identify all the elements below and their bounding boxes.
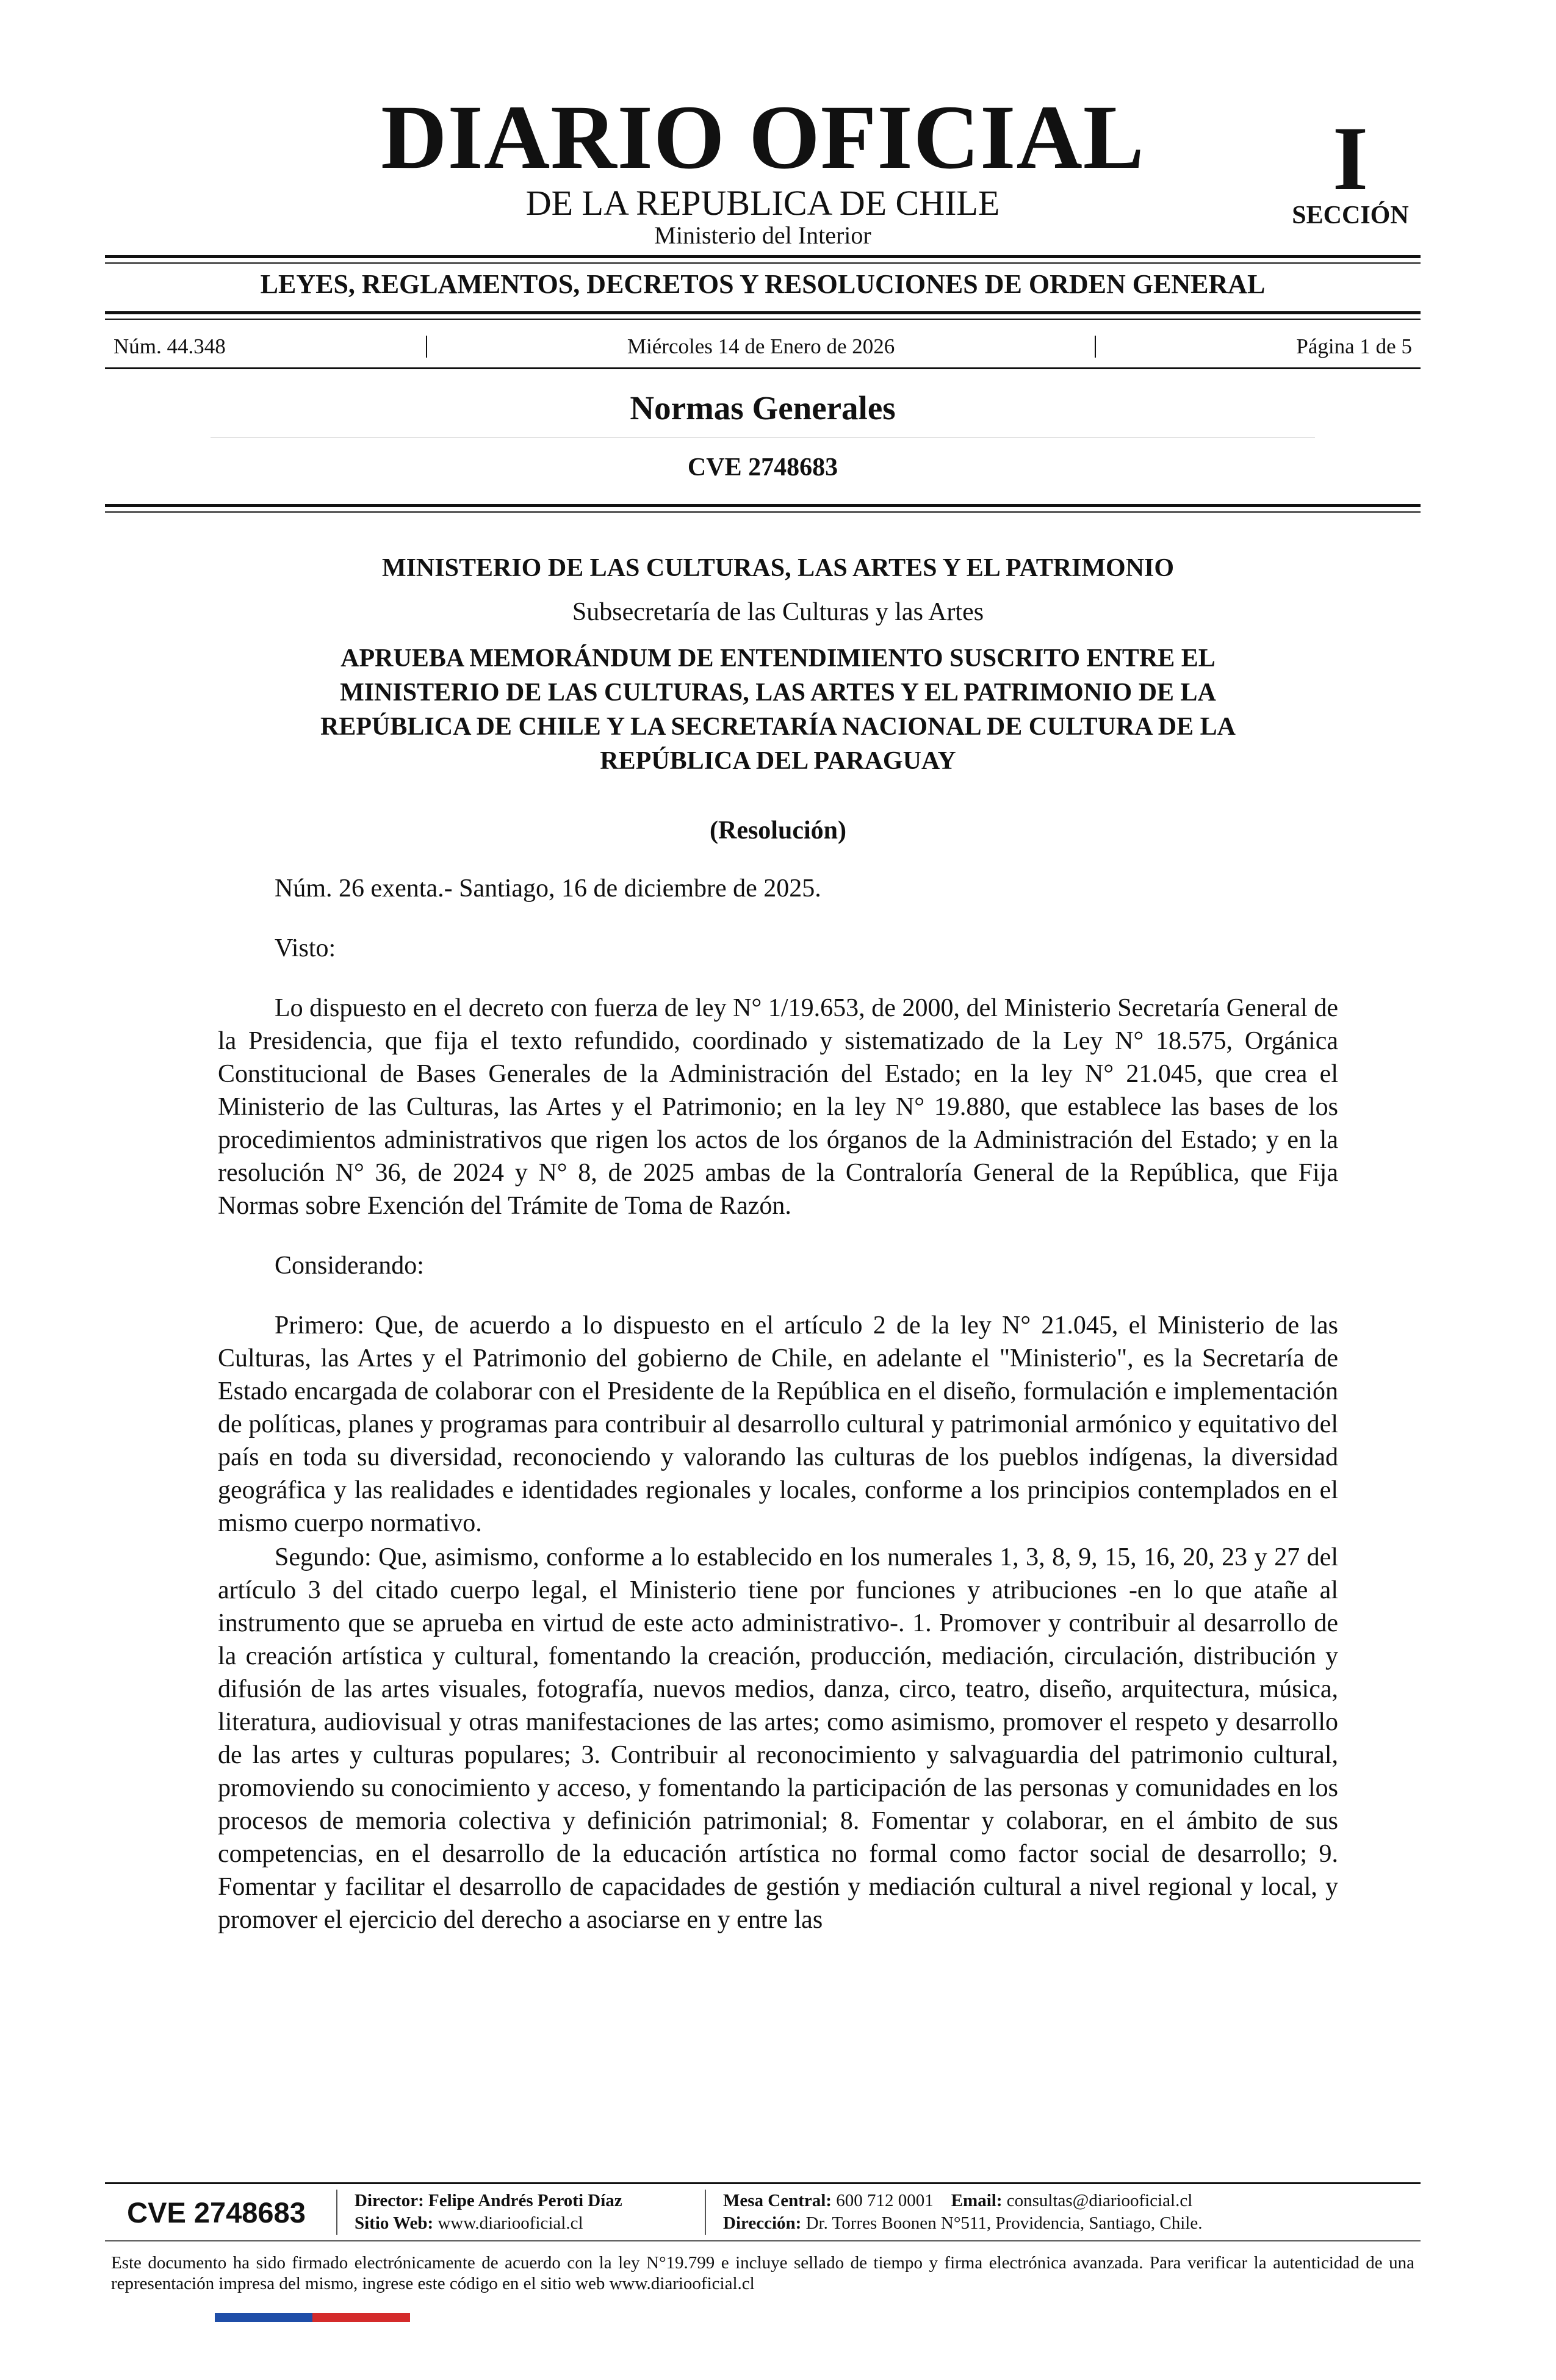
document-title bbox=[218, 641, 1338, 778]
considerando-segundo: Segundo: Que, asimismo, conforme a lo establecido en los numerales 1, 3, 8, 9, 15, 16, 20, 23 y 27 del artículo 3 del citado cuerpo legal, el Ministerio tiene por funciones y atribuciones -en lo que atañe al instrumento que se aprueba en virtud de este acto administrativo-. 1. Promover y contribuir al desarrollo de la creación artística y cultural, fomentando la creación, producción, mediación, circulación, distribución y difusión de las artes visuales, fotografía, nuevos medios, danza, circo, teatro, diseño, arquitectura, música, literatura, audiovisual y otras manifestaciones de las artes; como asimismo, promover el respeto y desarrollo de las artes y culturas populares; 3. Contribuir al reconocimiento y salvaguardia del patrimonio cultural, promoviendo su conocimiento y acceso, y fomentando la participación de las personas y comunidades en los procesos de memoria colectiva y definición patrimonial; 8. Fomentar y colaborar, en el ámbito de sus competencias, en el desarrollo de la educación artística no formal como factor social de desarrollo; 9. Fomentar y facilitar el desarrollo de capacidades de gestión y mediación cultural a nivel regional y local, y promover el ejercicio del derecho a asociarse en y entre las bbox=[218, 1543, 1338, 1934]
verification-notice: Este documento ha sido firmado electrónicamente de acuerdo con la ley N°19.799 e incluye sellado de tiempo y firma electrónica avanzada. Para verificar la autenticidad de una representación impresa del mismo, ingrese este código en el sitio web www.diariooficial.cl bbox=[111, 2253, 1414, 2293]
issue-date: Miércoles 14 de Enero de 2026 bbox=[627, 334, 895, 358]
flag-stripe-red bbox=[312, 2313, 410, 2322]
document-body bbox=[218, 552, 1338, 1936]
footer-contact-line bbox=[723, 2190, 1202, 2212]
document-title-line: REPÚBLICA DEL PARAGUAY bbox=[600, 747, 956, 775]
issue-meta-row bbox=[113, 334, 1412, 359]
footer-director bbox=[355, 2190, 696, 2212]
considerando-primero: Primero: Que, de acuerdo a lo dispuesto en el artículo 2 de la ley N° 21.045, el Ministerio de las Culturas, las Artes y el Patrimonio del gobierno de Chile, en adelante el "Ministerio", es la Secretaría de Estado encargada de colaborar con el Presidente de la República en el diseño, formulación e implementación de políticas, planes y programas para contribuir al desarrollo cultural y patrimonial armónico y equitativo del país en toda su diversidad, reconociendo y valorando las culturas de los pueblos indígenas, la diversidad geográfica y las realidades e identidades regionales y locales, conforme a los principios contemplados en el mismo cuerpo normativo. bbox=[218, 1311, 1338, 1537]
footer-cve-code: CVE 2748683 bbox=[127, 2196, 306, 2229]
issue-number: Núm. 44.348 bbox=[113, 334, 226, 358]
masthead-rule bbox=[105, 255, 1421, 264]
document-title-line: APRUEBA MEMORÁNDUM DE ENTENDIMIENTO SUSCRITO ENTRE EL bbox=[340, 644, 1216, 673]
footer-phone-label: Mesa Central: bbox=[723, 2191, 832, 2210]
resolution-number: Núm. 26 exenta.- Santiago, 16 de diciembre de 2025. bbox=[275, 874, 821, 903]
masthead bbox=[105, 87, 1421, 256]
footer-director-name: Felipe Andrés Peroti Díaz bbox=[428, 2191, 622, 2210]
issuing-subsecretaria: Subsecretaría de las Culturas y las Artes bbox=[572, 598, 984, 626]
header-end-rule bbox=[105, 504, 1421, 513]
visto-label: Visto: bbox=[275, 934, 336, 962]
cve-code: CVE 2748683 bbox=[687, 453, 838, 481]
footer-email-label: Email: bbox=[951, 2191, 1003, 2210]
footer-separator bbox=[705, 2190, 706, 2235]
section-title: Normas Generales bbox=[630, 389, 896, 427]
document-title-line: MINISTERIO DE LAS CULTURAS, LAS ARTES Y EL PATRIMONIO DE LA bbox=[340, 679, 1216, 707]
footer-site bbox=[355, 2212, 696, 2235]
meta-separator bbox=[426, 336, 427, 358]
footer-address-line bbox=[723, 2212, 1202, 2235]
section-title-rule bbox=[211, 437, 1315, 438]
footer-email-link[interactable]: consultas@diariooficial.cl bbox=[1006, 2191, 1193, 2210]
footer-site-link[interactable]: www.diariooficial.cl bbox=[438, 2213, 583, 2233]
flag-stripe-blue bbox=[215, 2313, 312, 2322]
section-number: I bbox=[1332, 108, 1369, 209]
document-type: (Resolución) bbox=[710, 817, 846, 845]
category-line: LEYES, REGLAMENTOS, DECRETOS Y RESOLUCIONES DE ORDEN GENERAL bbox=[260, 269, 1266, 299]
considerando-label: Considerando: bbox=[275, 1252, 424, 1280]
page-counter: Página 1 de 5 bbox=[1296, 334, 1412, 358]
issuing-ministry: MINISTERIO DE LAS CULTURAS, LAS ARTES Y EL PATRIMONIO bbox=[381, 554, 1175, 582]
gazette-ministry: Ministerio del Interior bbox=[654, 222, 871, 249]
gazette-title: DIARIO OFICIAL bbox=[381, 87, 1145, 188]
footer-director-block bbox=[346, 2190, 696, 2235]
footer-director-label: Director: bbox=[355, 2191, 424, 2210]
section-label: SECCIÓN bbox=[1292, 201, 1409, 229]
footer-contact-block bbox=[715, 2190, 1202, 2235]
footer-address: Dr. Torres Boonen N°511, Providencia, Santiago, Chile. bbox=[805, 2213, 1203, 2233]
section-marker bbox=[1280, 108, 1421, 229]
footer-site-label: Sitio Web: bbox=[355, 2213, 434, 2233]
footer-address-label: Dirección: bbox=[723, 2213, 802, 2233]
footer-separator bbox=[336, 2190, 337, 2235]
visto-paragraph: Lo dispuesto en el decreto con fuerza de ley N° 1/19.653, de 2000, del Ministerio Secretaría General de la Presidencia, que fija el texto refundido, coordinado y sistematizado de la Ley N° 18.575, Orgánica Constitucional de Bases Generales de la Administración del Estado; en la ley N° 21.045, que crea el Ministerio de las Culturas, las Artes y el Patrimonio; en la ley N° 19.880, que establece las bases de los procedimientos administrativos que rigen los actos de los órganos de la Administración del Estado; y en la resolución N° 36, de 2024 y N° 8, de 2025 ambas de la Contraloría General de la República, que Fija Normas sobre Exención del Trámite de Toma de Razón. bbox=[218, 994, 1338, 1220]
footer-phone: 600 712 0001 bbox=[836, 2191, 934, 2210]
meta-separator bbox=[1095, 336, 1096, 358]
document-title-line: REPÚBLICA DE CHILE Y LA SECRETARÍA NACIONAL DE CULTURA DE LA bbox=[320, 713, 1236, 741]
footer-info-row bbox=[105, 2184, 1421, 2240]
category-rule bbox=[105, 311, 1421, 320]
meta-rule bbox=[105, 367, 1421, 369]
masthead-center bbox=[105, 87, 1421, 249]
page-footer bbox=[105, 2182, 1421, 2294]
gazette-subtitle: DE LA REPUBLICA DE CHILE bbox=[525, 183, 1000, 223]
